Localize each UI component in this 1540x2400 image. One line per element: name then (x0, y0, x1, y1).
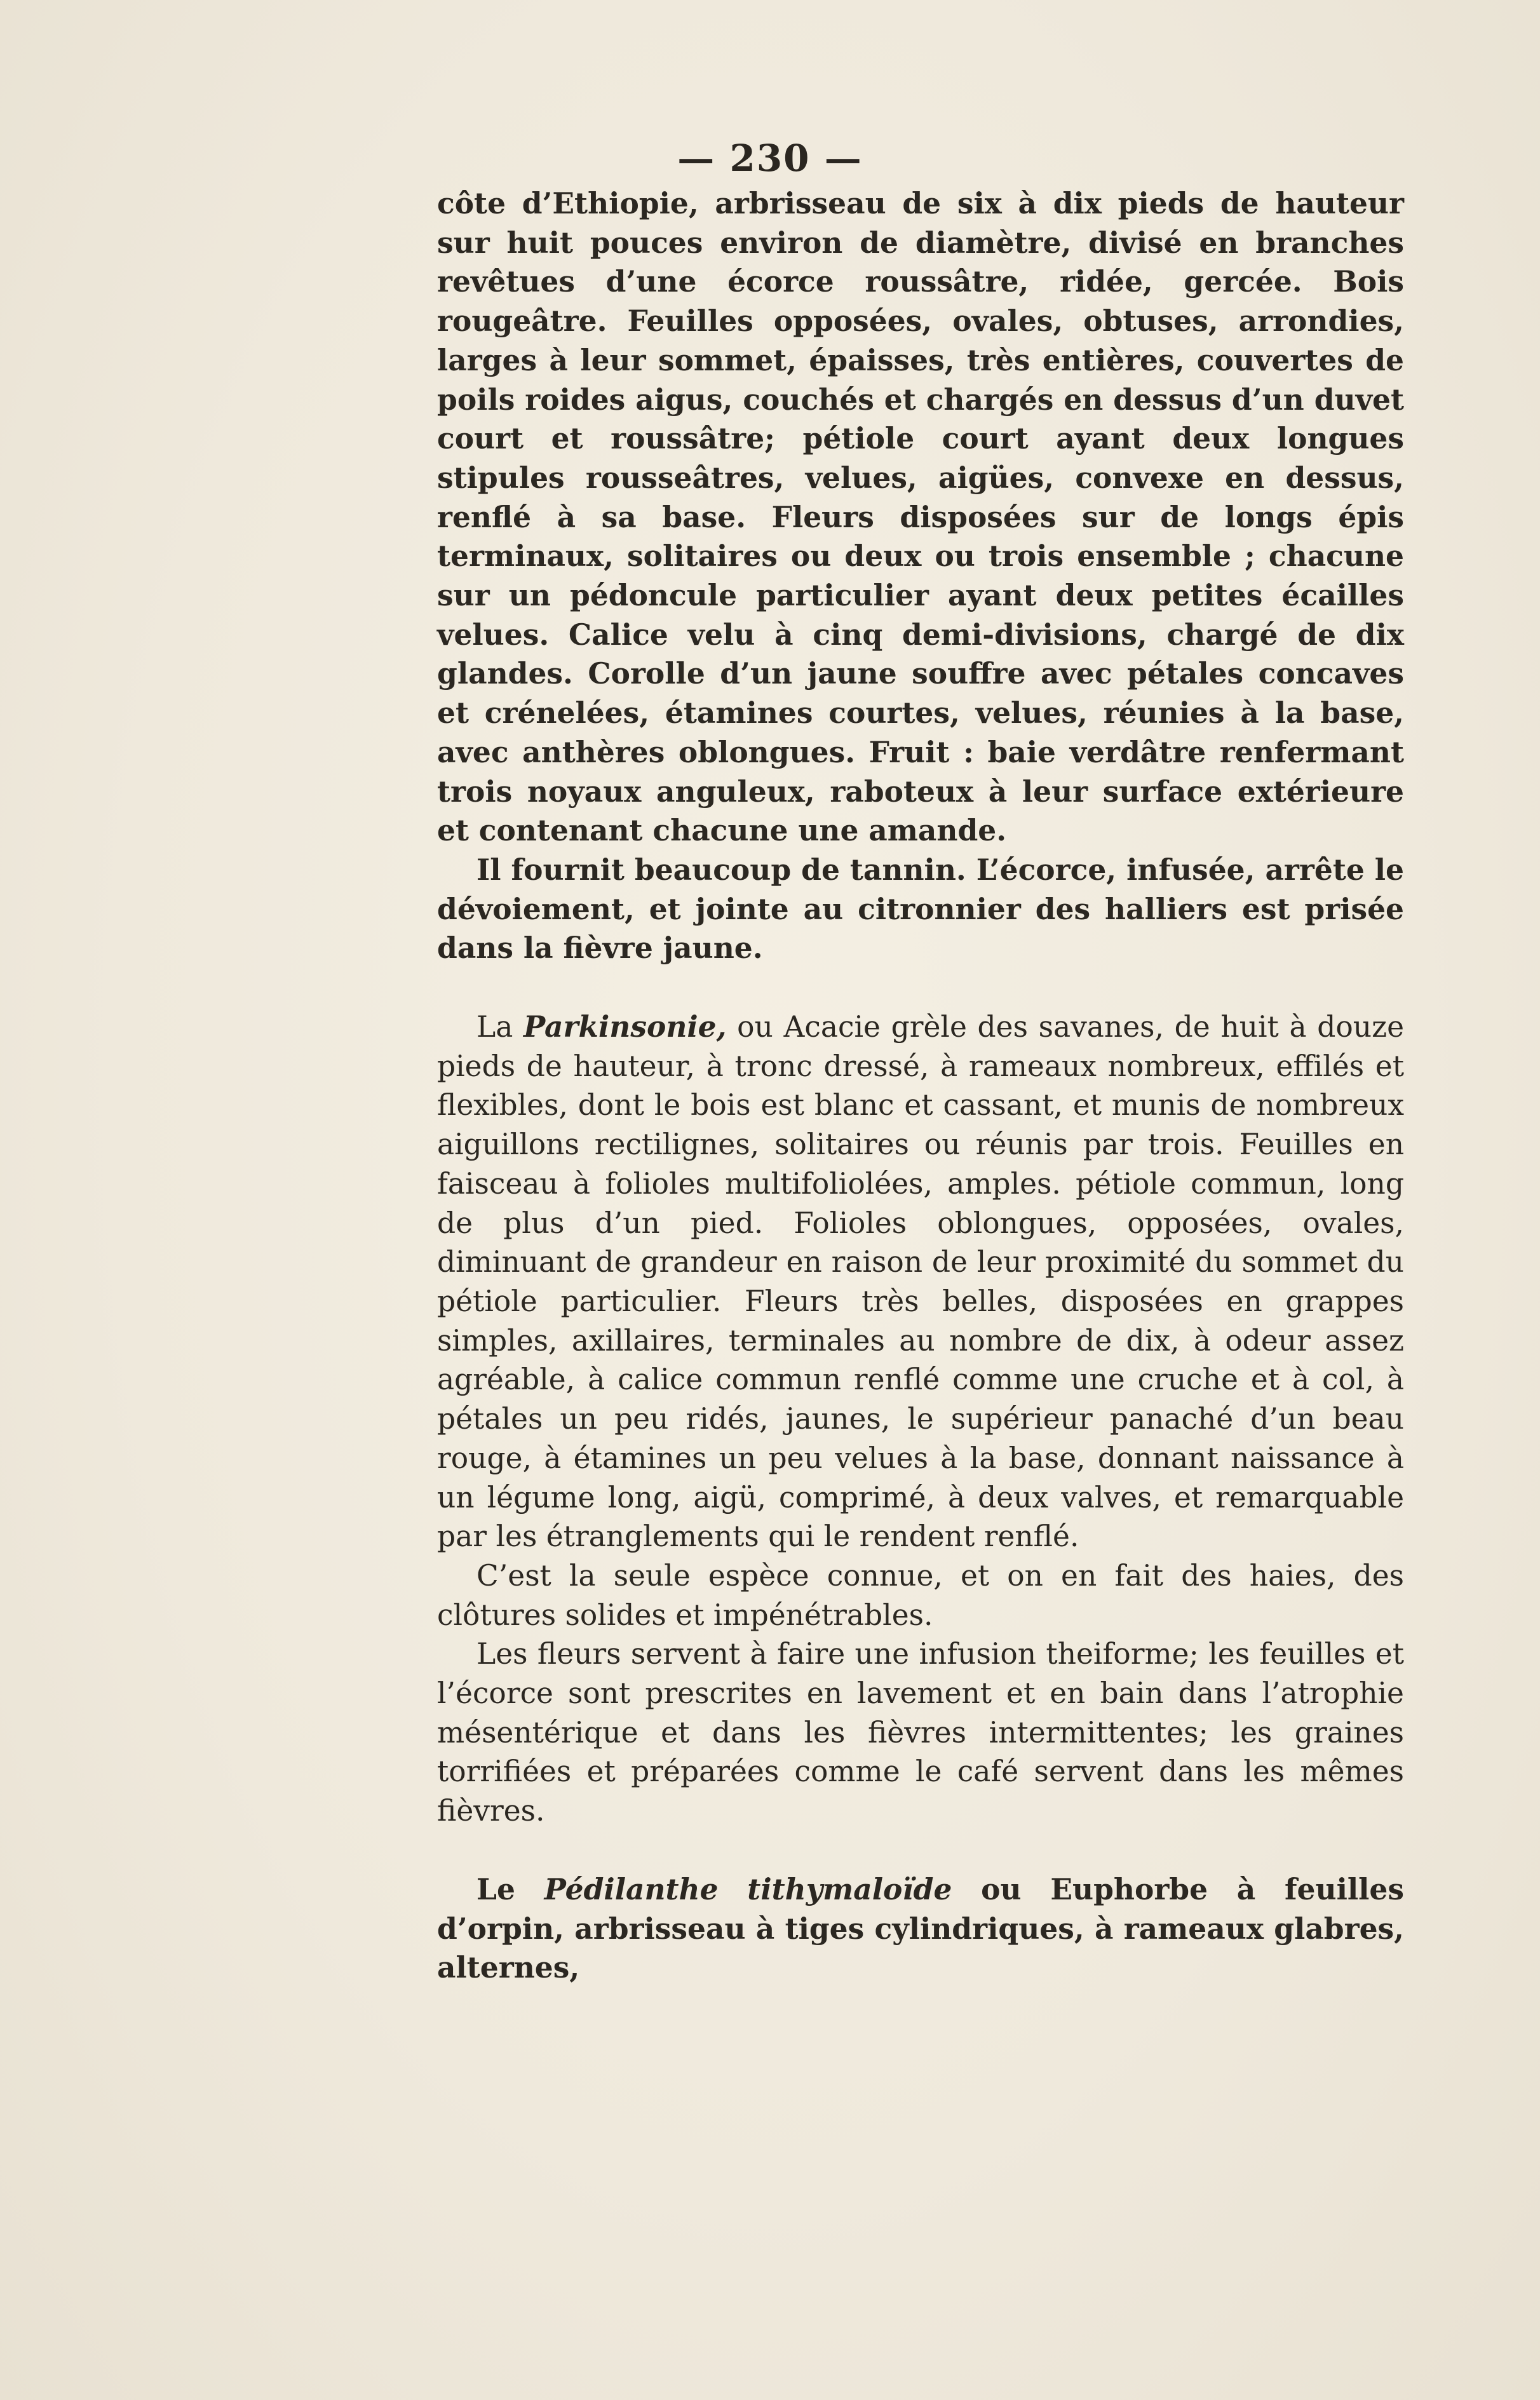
paragraph-hedges: C’est la seule espèce connue, et on en fait des haies, des clôtures solides et impénétrables. (437, 1558, 1404, 1632)
species-name-parkinsonie: Parkinsonie, (523, 1009, 727, 1044)
paragraph-body: ou Euphorbe à feuilles d’orpin, arbrisseau à tiges cylindriques, à rameaux glabres, alternes, (437, 1871, 1404, 1985)
paragraph-medicinal-uses: Les fleurs servent à faire une infusion theiforme; les feuilles et l’écorce sont prescrites en lavement et en bain dans l’atrophie mésentérique et dans les fièvres intermittentes; les graines torrifiées et préparées comme le café servent dans les mêmes fièvres. (437, 1637, 1404, 1828)
paragraph-uses-tannin: Il fournit beaucoup de tannin. L’écorce, infusée, arrête le dévoiement, et jointe au citronnier des halliers est prisée dans la fièvre jaune. (437, 852, 1404, 966)
paragraph-prefix: Le (476, 1871, 544, 1906)
paragraph-body: ou Acacie grèle des savanes, de huit à douze pieds de hauteur, à tronc dressé, à rameaux nombreux, effilés et flexibles, dont le bois est blanc et cassant, et munis de nombreux aiguillons rectilignes, solitaires ou réunis par trois. Feuilles en faisceau à folioles multifoliolées, amples. pétiole commun, long de plus d’un pied. Folioles oblongues, opposées, ovales, diminuant de grandeur en raison de leur proximité du sommet du pétiole particulier. Fleurs très belles, disposées en grappes simples, axillaires, terminales au nombre de dix, à odeur assez agréable, à calice commun renflé comme une cruche et à col, à pétales un peu ridés, jaunes, le supérieur panaché d’un beau rouge, à étamines un peu velues à la base, donnant naissance à un légume long, aigü, comprimé, à deux valves, et remarquable par les étranglements qui le rendent renflé. (437, 1010, 1404, 1554)
body-text (437, 184, 1404, 1988)
page-number: — 230 — (677, 137, 863, 180)
species-name-pedilanthe: Pédilanthe tithymaloïde (544, 1871, 952, 1906)
paragraph-parkinsonie (437, 1008, 1404, 1556)
paragraph-plant-description: côte d’Ethiopie, arbrisseau de six à dix pieds de hauteur sur huit pouces environ de diamètre, divisé en branches revêtues d’une écorce roussâtre, ridée, gercée. Bois rougeâtre. Feuilles opposées, ovales, obtuses, arrondies, larges à leur sommet, épaisses, très entières, couvertes de poils roides aigus, couchés et chargés en dessus d’un duvet court et roussâtre; pétiole court ayant deux longues stipules rousseâtres, velues, aigües, convexe en dessus, renflé à sa base. Fleurs disposées sur de longs épis terminaux, solitaires ou deux ou trois ensemble ; chacune sur un pédoncule particulier ayant deux petites écailles velues. Calice velu à cinq demi-divisions, chargé de dix glandes. Corolle d’un jaune souffre avec pétales concaves et crénelées, étamines courtes, velues, réunies à la base, avec anthères oblongues. Fruit : baie verdâtre renfermant trois noyaux anguleux, raboteux à leur surface extérieure et contenant chacune une amande. (437, 186, 1404, 848)
paragraph-prefix: La (476, 1010, 524, 1044)
paragraph-pedilanthe (437, 1870, 1404, 1988)
